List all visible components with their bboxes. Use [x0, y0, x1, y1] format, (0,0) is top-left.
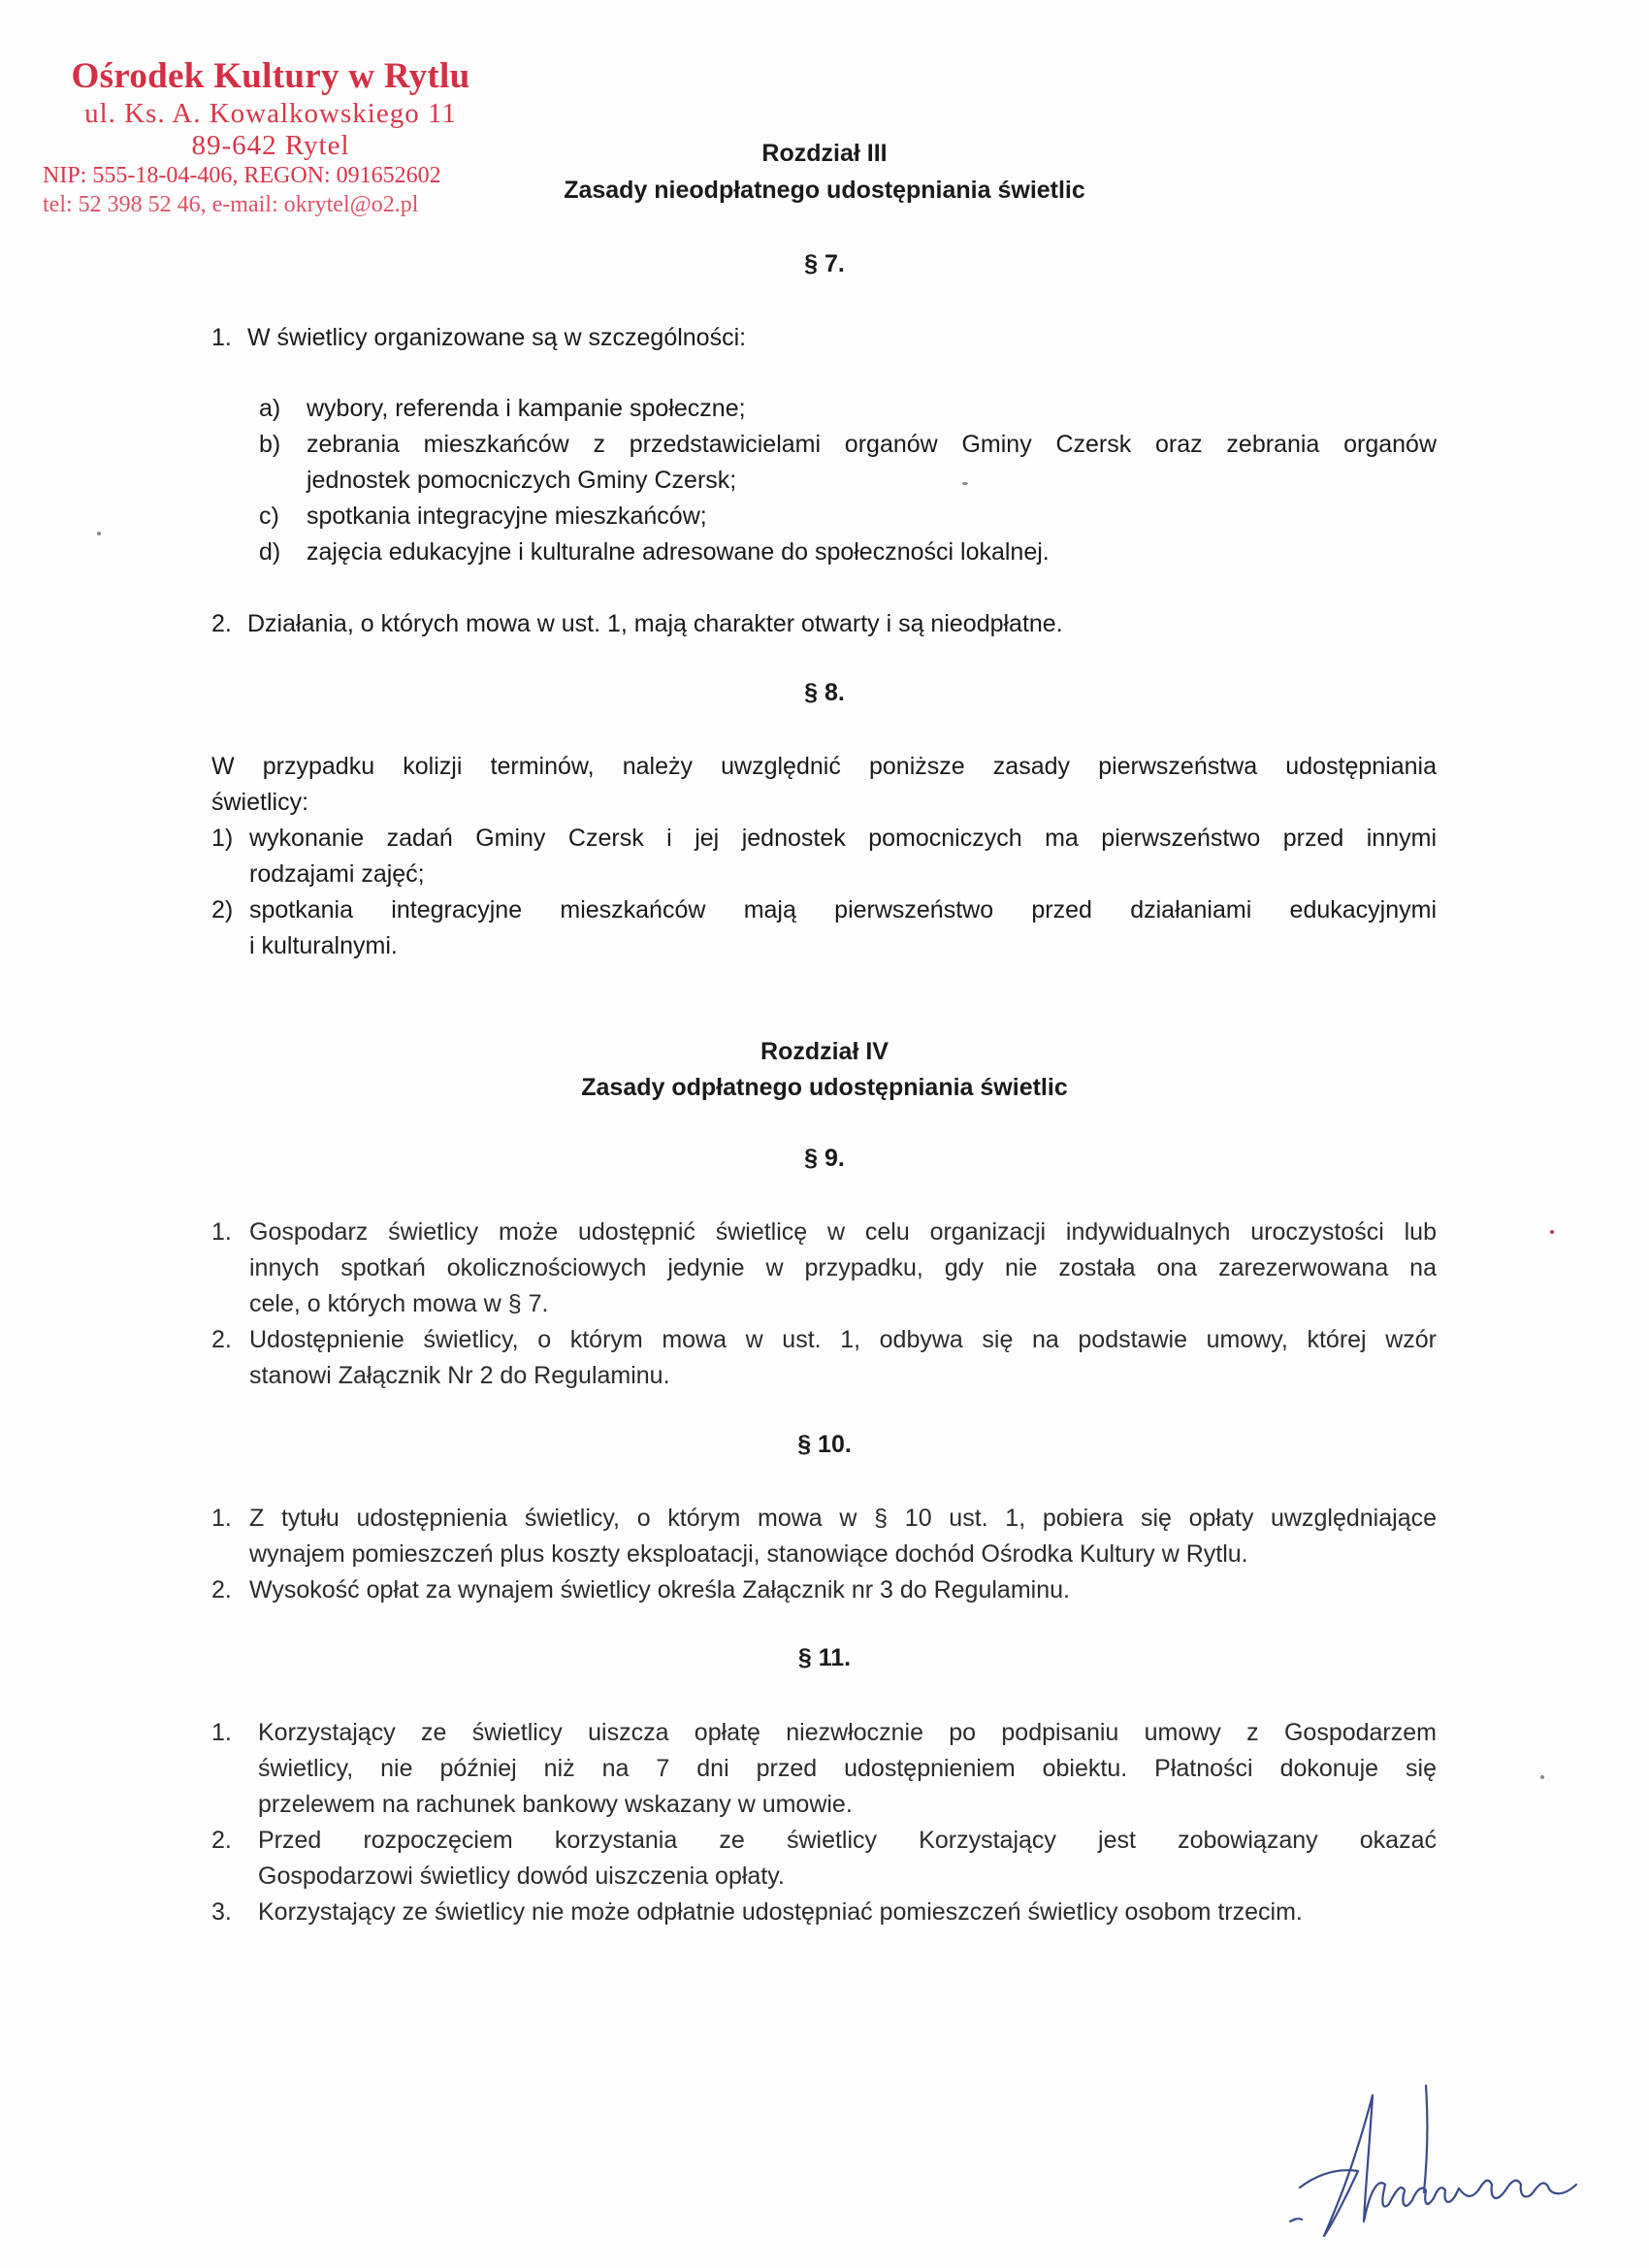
section-11-heading: § 11.	[797, 1644, 852, 1671]
section-9-item-1-line-2: innych spotkań okolicznościowych jedynie w przypadku, gdy nie została ona zarezerwowana na	[249, 1254, 1437, 1281]
section-9-item-1-line-3: cele, o których mowa w § 7.	[249, 1290, 549, 1317]
scan-speck	[962, 482, 968, 485]
section-10-item-1-number: 1.	[211, 1505, 232, 1532]
section-8-item-2-number: 2)	[211, 896, 234, 923]
section-7-item-2-text: Działania, o których mowa w ust. 1, mają charakter otwarty i są nieodpłatne.	[247, 610, 1063, 637]
section-7-item-1-text: W świetlicy organizowane są w szczególności:	[247, 324, 747, 351]
section-9-heading: § 9.	[804, 1145, 845, 1172]
scan-speck	[1550, 1230, 1554, 1234]
section-11-item-1-line-3: przelewem na rachunek bankowy wskazany w umowie.	[258, 1791, 853, 1818]
section-7-sub-c-letter: c)	[259, 502, 279, 530]
section-10-item-2-line-1: Wysokość opłat za wynajem świetlicy określa Załącznik nr 3 do Regulaminu.	[249, 1576, 1070, 1604]
section-7-heading: § 7.	[804, 250, 845, 277]
chapter-3-title: Rozdział III	[761, 140, 888, 167]
section-11-item-2-line-2: Gospodarzowi świetlicy dowód uiszczenia opłaty.	[258, 1863, 785, 1890]
section-11-item-1-number: 1.	[211, 1719, 232, 1746]
section-9-item-2-number: 2.	[211, 1326, 232, 1353]
section-7-sub-d-letter: d)	[259, 538, 281, 566]
section-10-item-1-line-1: Z tytułu udostępnienia świetlicy, o którym mowa w § 10 ust. 1, pobiera się opłaty uwzględniające	[249, 1505, 1437, 1532]
chapter-4-subtitle: Zasady odpłatnego udostępniania świetlic	[581, 1074, 1068, 1101]
section-9-item-1-line-1: Gospodarz świetlicy może udostępnić świetlicę w celu organizacji indywidualnych uroczystości lub	[249, 1218, 1437, 1246]
section-7-item-2-number: 2.	[211, 610, 232, 637]
stamp-city: 89-642 Rytel	[191, 130, 350, 161]
section-11-item-3-line-1: Korzystający ze świetlicy nie może odpłatnie udostępniać pomieszczeń świetlicy osobom trzecim.	[258, 1898, 1303, 1926]
section-7-sub-a-letter: a)	[259, 395, 281, 422]
section-8-item-2-line-1: spotkania integracyjne mieszkańców mają pierwszeństwo przed działaniami edukacyjnymi	[249, 896, 1437, 923]
section-9-item-2-line-1: Udostępnienie świetlicy, o którym mowa w ust. 1, odbywa się na podstawie umowy, której wzór	[249, 1326, 1437, 1353]
handwritten-signature	[1280, 2076, 1591, 2260]
section-9-item-2-line-2: stanowi Załącznik Nr 2 do Regulaminu.	[249, 1362, 670, 1389]
section-9-item-1-number: 1.	[211, 1218, 232, 1246]
section-8-item-2-line-2: i kulturalnymi.	[249, 932, 398, 959]
section-8-intro-line-2: świetlicy:	[211, 789, 309, 816]
section-11-item-2-line-1: Przed rozpoczęciem korzystania ze świetlicy Korzystający jest zobowiązany okazać	[258, 1827, 1437, 1854]
section-7-sub-b-line-1: zebrania mieszkańców z przedstawicielami organów Gminy Czersk oraz zebrania organów	[307, 431, 1437, 458]
scan-speck	[1540, 1775, 1544, 1779]
chapter-4-title: Rozdział IV	[760, 1038, 889, 1065]
section-7-sub-c-text: spotkania integracyjne mieszkańców;	[307, 502, 707, 530]
chapter-3-subtitle: Zasady nieodpłatnego udostępniania świetlic	[564, 177, 1085, 204]
section-11-item-2-number: 2.	[211, 1827, 232, 1854]
stamp-street: ul. Ks. A. Kowalkowskiego 11	[84, 98, 457, 129]
section-8-intro-line-1: W przypadku kolizji terminów, należy uwzględnić poniższe zasady pierwszeństwa udostępniania	[211, 753, 1437, 780]
section-7-sub-b-letter: b)	[259, 431, 281, 458]
section-7-sub-d-text: zajęcia edukacyjne i kulturalne adresowane do społeczności lokalnej.	[307, 538, 1050, 566]
stamp-name: Ośrodek Kultury w Rytlu	[71, 56, 470, 96]
section-11-item-3-number: 3.	[211, 1898, 232, 1926]
scan-speck	[97, 532, 101, 535]
section-10-item-2-number: 2.	[211, 1576, 232, 1604]
stamp-nip: NIP: 555-18-04-406, REGON: 091652602	[43, 163, 441, 188]
section-11-item-1-line-1: Korzystający ze świetlicy uiszcza opłatę niezwłocznie po podpisaniu umowy z Gospodarzem	[258, 1719, 1437, 1746]
section-8-item-1-number: 1)	[211, 825, 234, 852]
section-10-item-1-line-2: wynajem pomieszczeń plus koszty eksploatacji, stanowiące dochód Ośrodka Kultury w Rytlu.	[249, 1540, 1248, 1568]
section-11-item-1-line-2: świetlicy, nie później niż na 7 dni przed udostępnieniem obiektu. Płatności dokonuje się	[258, 1755, 1437, 1782]
section-7-sub-a-text: wybory, referenda i kampanie społeczne;	[307, 395, 746, 422]
section-8-heading: § 8.	[804, 679, 845, 706]
section-8-item-1-line-2: rodzajami zajęć;	[249, 860, 425, 888]
section-10-heading: § 10.	[797, 1431, 852, 1458]
stamp-contact: tel: 52 398 52 46, e-mail: okrytel@o2.pl	[43, 192, 419, 217]
section-7-item-1-number: 1.	[211, 324, 232, 351]
section-8-item-1-line-1: wykonanie zadań Gminy Czersk i jej jednostek pomocniczych ma pierwszeństwo przed innymi	[249, 825, 1437, 852]
section-7-sub-b-line-2: jednostek pomocniczych Gminy Czersk;	[307, 467, 737, 494]
